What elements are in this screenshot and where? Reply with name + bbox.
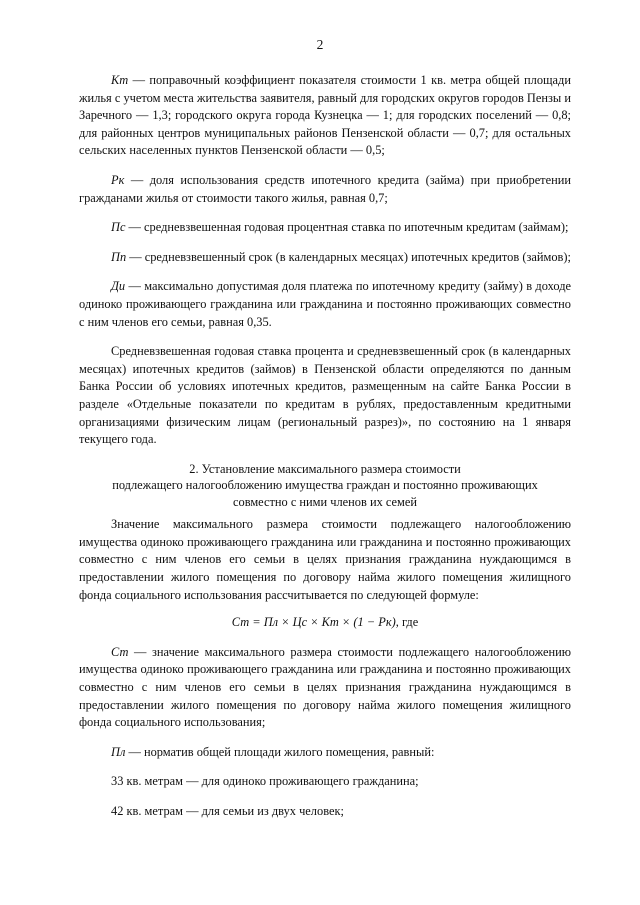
symbol: Пс [111, 220, 126, 235]
section-heading [79, 461, 571, 511]
definition-text: — поправочный коэффициент показателя стоимости 1 кв. метра общей площади жилья с учетом места жительства заявителя, равный для городских округов городов Пензы и Заречного — 1,3; городского округа города Кузнецка — 1; для городских поселений — 0,8; для районных центров муниципальных районов Пензенской области — 0,7; для остальных сельских населенных пунктов Пензенской области — 0,5; [79, 73, 571, 158]
definition-text: — значение максимального размера стоимости подлежащего налогообложению имущества одиноко проживающего гражданина или гражданина и постоянно проживающих совместно с ним членов его семьи в целях признания гражданина нуждающимся в предоставлении жилого помещения по договору найма жилого помещения жилищного фонда социального использования; [79, 644, 571, 730]
definition-ps [79, 219, 571, 237]
symbol: Ди [111, 279, 126, 294]
symbol: Пл [111, 744, 126, 759]
definition-rk [79, 172, 571, 207]
formula-expression: Ст = Пл × Цс × Кт × (1 − Рк) [231, 615, 396, 630]
definition-text: — доля использования средств ипотечного кредита (займа) при приобретении гражданами жилья от стоимости такого жилья, равная 0,7; [79, 172, 571, 205]
definition-text: — средневзвешенная годовая процентная ставка по ипотечным кредитам (займам); [125, 220, 569, 235]
symbol: Рк [111, 172, 125, 187]
page-number: 2 [316, 37, 324, 52]
definition-di [79, 278, 571, 331]
document-body [79, 72, 571, 821]
symbol: Кт [111, 73, 129, 87]
heading-line: 2. Установление максимального размера стоимости [189, 461, 461, 476]
definition-kt [79, 72, 571, 160]
heading-line: совместно с ними членов их семей [233, 494, 417, 509]
definition-text: — норматив общей площади жилого помещения, равный: [125, 744, 435, 759]
paragraph-value: Значение максимального размера стоимости подлежащего налогообложению имущества одиноко проживающего гражданина или гражданина и постоянно проживающих совместно с ним членов его семьи в целях признания гражданина нуждающимся в предоставлении жилого помещения по договору найма жилого помещения жилищного фонда социального использования рассчитывается по следующей формуле: [79, 517, 571, 602]
paragraph-rates: Средневзвешенная годовая ставка процента и средневзвешенный срок (в календарных месяцах) ипотечных кредитов (займов) в Пензенской области определяются по данным Банка России об условиях ипотечных кредитов, размещенным на сайте Банка России в разделе «Отдельные показатели по кредитам в рублях, предоставленным кредитными организациями физическим лицам (региональный разрез)», по состоянию на 1 января текущего года. [79, 344, 571, 447]
norm-item: 42 кв. метрам — для семьи из двух человек; [111, 803, 344, 818]
formula [79, 614, 571, 632]
formula-tail: , где [395, 615, 419, 630]
symbol: Ст [111, 644, 129, 659]
definition-pp [79, 249, 571, 267]
heading-line: подлежащего налогообложению имущества граждан и постоянно проживающих [112, 478, 538, 493]
definition-pl [79, 744, 571, 762]
norm-item: 33 кв. метрам — для одиноко проживающего гражданина; [111, 774, 419, 789]
symbol: Пп [111, 249, 127, 264]
definition-text: — максимально допустимая доля платежа по ипотечному кредиту (займу) в доходе одиноко проживающего гражданина или гражданина и постоянно проживающих совместно с ним членов его семьи, равная 0,35. [79, 279, 571, 329]
definition-st [79, 644, 571, 732]
definition-text: — средневзвешенный срок (в календарных месяцах) ипотечных кредитов (займов); [126, 249, 571, 264]
